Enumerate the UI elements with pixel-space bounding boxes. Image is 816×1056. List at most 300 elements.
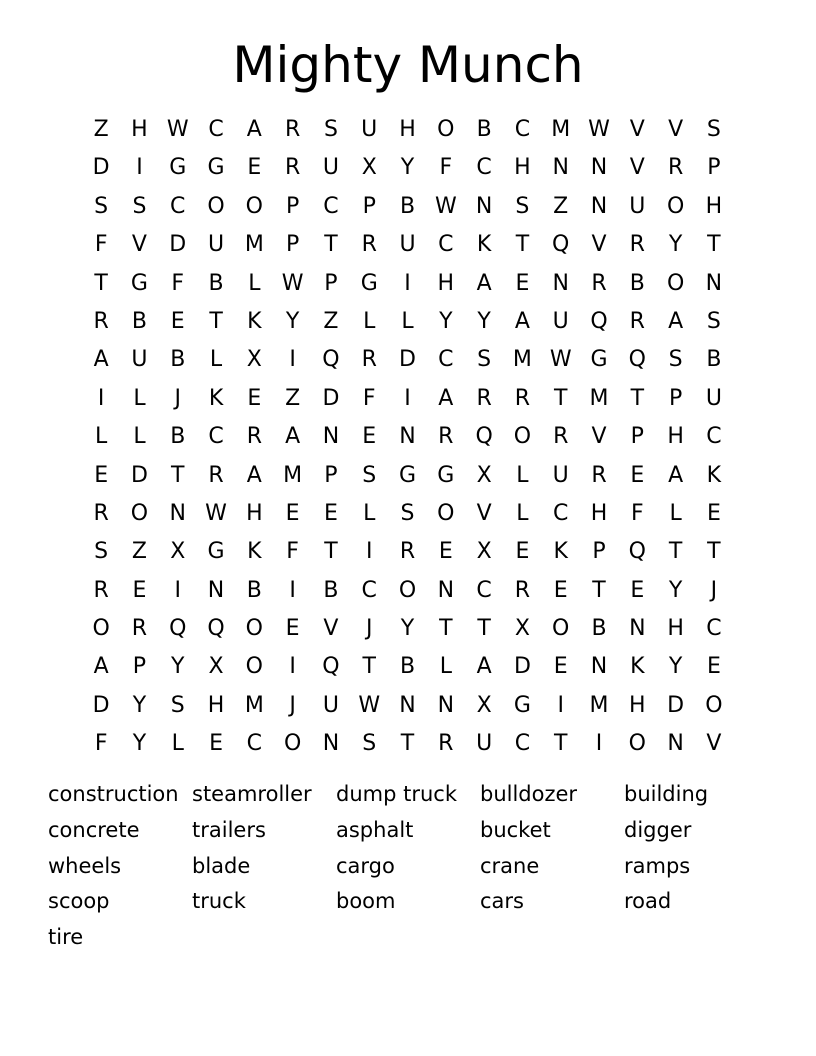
grid-letter: B (629, 270, 645, 296)
grid-letter: B (476, 117, 492, 142)
grid-letter: C (514, 731, 531, 757)
grid-letter: O (92, 616, 110, 642)
grid-letter: C (246, 731, 263, 757)
grid-letter: H (246, 500, 263, 526)
grid-letter: U (399, 232, 416, 258)
grid-letter: T (553, 731, 568, 757)
grid-letter: N (169, 500, 186, 526)
grid-letter: L (363, 500, 376, 526)
grid-letter: K (208, 385, 224, 411)
grid-letter: N (590, 193, 608, 219)
grid-letter: T (707, 232, 721, 258)
grid-letter: O (283, 731, 302, 757)
grid-letter: T (592, 577, 606, 603)
grid-letter: P (362, 193, 376, 219)
grid-letter: K (476, 232, 492, 258)
grid-letter: G (513, 692, 531, 718)
grid-letter: S (477, 347, 492, 373)
grid-letter: W (434, 193, 457, 219)
grid-letter: L (95, 424, 108, 450)
grid-letter: Y (400, 616, 415, 642)
grid-letter: D (513, 654, 531, 680)
grid-letter: R (246, 424, 262, 450)
grid-letter: R (667, 155, 684, 181)
grid-letter: P (630, 424, 644, 450)
grid-letter: F (171, 270, 185, 296)
letter-grid (82, 111, 733, 764)
grid-letter: C (476, 155, 492, 181)
grid-letter: E (247, 385, 262, 411)
grid-letter: P (285, 232, 300, 258)
grid-letter: G (437, 462, 455, 488)
grid-letter: N (705, 270, 723, 296)
grid-letter: V (591, 424, 607, 450)
word-list-item: trailers (192, 817, 266, 842)
grid-letter: I (136, 155, 143, 181)
grid-letter: O (245, 616, 263, 642)
grid-letter: R (514, 577, 531, 603)
word-list-item: tire (48, 925, 84, 950)
grid-letter: K (247, 308, 262, 334)
grid-letter: E (285, 616, 300, 642)
grid-letter: X (361, 155, 377, 181)
grid-letter: S (323, 117, 338, 142)
grid-letter: U (322, 692, 339, 718)
grid-letter: O (130, 500, 149, 526)
grid-letter: T (477, 616, 491, 642)
grid-letter: S (170, 692, 185, 718)
grid-letter: E (362, 424, 377, 450)
grid-letter: N (552, 270, 569, 296)
grid-letter: Y (171, 654, 185, 680)
word-list-item: cars (480, 889, 524, 914)
grid-letter: I (595, 731, 603, 757)
grid-letter: A (438, 385, 454, 411)
grid-letter: M (551, 117, 571, 142)
grid-letter: I (557, 692, 564, 718)
grid-letter: I (289, 577, 296, 603)
grid-letter: P (324, 270, 338, 296)
grid-letter: Y (132, 692, 147, 718)
grid-letter: Q (322, 347, 340, 373)
grid-letter: F (439, 155, 453, 181)
grid-letter: R (591, 462, 607, 488)
grid-letter: T (94, 270, 108, 296)
grid-letter: R (361, 232, 377, 258)
grid-letter: C (438, 347, 454, 373)
grid-letter: O (705, 692, 723, 718)
grid-letter: B (399, 654, 416, 680)
word-list-item: concrete (48, 817, 140, 842)
grid-letter: N (322, 424, 340, 450)
grid-letter: U (131, 347, 148, 373)
grid-letter: S (400, 500, 415, 526)
grid-letter: V (323, 616, 339, 642)
word-list-item: asphalt (336, 817, 414, 842)
grid-letter: X (170, 539, 186, 565)
grid-letter: B (246, 577, 262, 603)
grid-letter: W (588, 117, 610, 142)
grid-letter: Y (668, 654, 683, 680)
word-list-item: bulldozer (480, 782, 578, 806)
grid-letter: E (132, 577, 147, 603)
grid-letter: I (404, 385, 411, 411)
grid-letter: E (706, 500, 721, 526)
grid-letter: L (439, 654, 452, 680)
grid-letter: T (209, 308, 223, 334)
grid-letter: D (667, 692, 685, 718)
grid-letter: S (515, 193, 530, 219)
grid-letter: E (209, 731, 223, 757)
grid-letter: R (399, 539, 416, 565)
grid-letter: O (666, 270, 685, 296)
grid-letter: C (476, 577, 492, 603)
grid-letter: O (552, 616, 570, 642)
grid-letter: E (247, 155, 262, 181)
grid-letter: J (289, 692, 296, 718)
grid-letter: D (399, 347, 416, 373)
grid-letter: B (208, 270, 224, 296)
grid-letter: R (284, 117, 301, 142)
grid-letter: T (439, 616, 453, 642)
grid-letter: F (630, 500, 644, 526)
grid-letter: Y (668, 577, 683, 603)
grid-letter: O (245, 654, 263, 680)
grid-letter: O (398, 577, 417, 603)
grid-letter: T (553, 385, 568, 411)
grid-letter: E (94, 462, 109, 488)
grid-letter: N (552, 155, 569, 181)
grid-letter: L (363, 308, 376, 334)
grid-letter: W (281, 270, 304, 296)
grid-letter: Z (285, 385, 301, 411)
grid-letter: N (322, 731, 340, 757)
grid-letter: B (170, 347, 186, 373)
grid-letter: R (476, 385, 492, 411)
grid-letter: C (170, 193, 186, 219)
grid-letter: N (437, 577, 455, 603)
grid-letter: I (404, 270, 411, 296)
word-list-item: blade (192, 853, 251, 878)
grid-letter: E (630, 577, 645, 603)
grid-letter: C (553, 500, 569, 526)
grid-letter: C (208, 424, 224, 450)
grid-letter: A (93, 654, 109, 680)
grid-letter: G (207, 539, 225, 565)
grid-letter: B (131, 308, 147, 334)
grid-letter: I (174, 577, 181, 603)
grid-letter: I (365, 539, 373, 565)
grid-letter: P (707, 155, 721, 181)
grid-letter: H (667, 424, 684, 450)
grid-letter: Q (475, 424, 493, 450)
grid-letter: Z (323, 308, 339, 334)
grid-letter: R (361, 347, 377, 373)
grid-letter: H (590, 500, 608, 526)
grid-letter: P (285, 193, 300, 219)
grid-letter: A (476, 270, 492, 296)
grid-letter: C (514, 117, 531, 142)
grid-letter: N (399, 424, 416, 450)
word-list-item: dump truck (336, 782, 457, 806)
grid-letter: L (516, 462, 529, 488)
grid-letter: V (629, 117, 645, 142)
grid-letter: X (476, 539, 492, 565)
grid-letter: E (323, 500, 338, 526)
grid-letter: D (92, 155, 110, 181)
grid-letter: U (476, 731, 493, 757)
grid-letter: R (131, 616, 148, 642)
grid-letter: N (629, 616, 646, 642)
grid-letter: I (97, 385, 105, 411)
grid-letter: Q (590, 308, 608, 334)
grid-letter: S (94, 193, 109, 219)
grid-letter: M (283, 462, 303, 488)
grid-letter: W (205, 500, 227, 526)
grid-letter: C (706, 616, 722, 642)
grid-letter: H (514, 155, 531, 181)
grid-letter: S (706, 117, 721, 142)
grid-letter: C (323, 193, 339, 219)
word-list-item: cargo (336, 853, 395, 878)
grid-letter: X (476, 692, 492, 718)
word-list-item: truck (192, 889, 246, 914)
grid-letter: G (360, 270, 378, 296)
grid-letter: P (324, 462, 338, 488)
grid-letter: N (475, 193, 493, 219)
grid-letter: L (171, 731, 184, 757)
grid-letter: L (516, 500, 529, 526)
grid-letter: V (476, 500, 492, 526)
grid-letter: L (133, 385, 146, 411)
grid-letter: A (668, 308, 684, 334)
grid-letter: R (514, 385, 531, 411)
grid-letter: P (592, 539, 606, 565)
grid-letter: T (400, 731, 415, 757)
grid-letter: H (207, 692, 225, 718)
grid-letter: A (93, 347, 109, 373)
grid-letter: S (706, 308, 721, 334)
grid-letter: A (514, 308, 530, 334)
grid-letter: H (437, 270, 455, 296)
grid-letter: O (437, 117, 455, 142)
grid-letter: K (553, 539, 568, 565)
grid-letter: L (401, 308, 414, 334)
grid-letter: P (132, 654, 147, 680)
grid-letter: E (515, 270, 530, 296)
grid-letter: S (132, 193, 147, 219)
grid-letter: B (706, 347, 722, 373)
grid-letter: X (514, 616, 530, 642)
grid-letter: W (549, 347, 572, 373)
grid-letter: A (246, 117, 262, 142)
grid-letter: K (706, 462, 722, 488)
word-list-item: steamroller (192, 782, 312, 806)
grid-letter: Z (93, 117, 109, 142)
grid-letter: F (286, 539, 299, 565)
grid-letter: A (476, 654, 492, 680)
grid-letter: V (706, 731, 722, 757)
grid-letter: T (362, 654, 376, 680)
grid-letter: J (174, 385, 181, 411)
word-list-item: building (624, 782, 709, 806)
word-list-item: road (624, 889, 672, 914)
grid-letter: R (438, 424, 454, 450)
grid-letter: N (399, 692, 416, 718)
grid-letter: Z (131, 539, 147, 565)
grid-letter: D (92, 692, 110, 718)
grid-letter: S (94, 539, 109, 565)
grid-letter: H (705, 193, 723, 219)
grid-letter: W (166, 117, 189, 142)
grid-letter: T (515, 232, 530, 258)
grid-letter: C (706, 424, 722, 450)
grid-letter: R (553, 424, 569, 450)
grid-letter: N (590, 155, 608, 181)
grid-letter: E (170, 308, 185, 334)
grid-letter: F (94, 731, 108, 757)
grid-letter: J (710, 577, 718, 603)
grid-letter: M (512, 347, 532, 373)
grid-letter: H (667, 616, 684, 642)
grid-letter: W (358, 692, 381, 718)
grid-letter: F (94, 232, 108, 258)
grid-letter: B (170, 424, 186, 450)
grid-letter: Y (132, 731, 147, 757)
grid-letter: R (93, 577, 109, 603)
grid-letter: G (130, 270, 148, 296)
grid-letter: U (207, 232, 225, 258)
grid-letter: S (362, 731, 377, 757)
grid-letter: E (438, 539, 453, 565)
grid-letter: Y (668, 232, 683, 258)
grid-letter: E (706, 654, 721, 680)
grid-letter: X (208, 654, 224, 680)
grid-letter: P (668, 385, 683, 411)
grid-letter: O (437, 500, 455, 526)
grid-letter: E (285, 500, 300, 526)
word-list-item: ramps (624, 853, 691, 878)
word-list-item: bucket (480, 817, 551, 842)
grid-letter: Q (628, 539, 646, 565)
grid-letter: X (246, 347, 262, 373)
grid-letter: I (289, 654, 296, 680)
grid-letter: L (133, 424, 146, 450)
grid-letter: A (668, 462, 684, 488)
grid-letter: E (515, 539, 530, 565)
grid-letter: V (629, 155, 645, 181)
page-title: Mighty Munch (232, 36, 584, 94)
grid-letter: R (284, 155, 301, 181)
grid-letter: J (365, 616, 373, 642)
grid-letter: T (324, 232, 338, 258)
grid-letter: I (289, 347, 296, 373)
grid-letter: E (630, 462, 645, 488)
grid-letter: T (668, 539, 683, 565)
grid-letter: Q (207, 616, 225, 642)
word-list-item: boom (336, 889, 396, 914)
grid-letter: K (630, 654, 645, 680)
grid-letter: R (629, 232, 645, 258)
grid-letter: G (398, 462, 417, 488)
grid-letter: O (513, 424, 532, 450)
grid-letter: L (669, 500, 682, 526)
word-list-item: construction (48, 782, 179, 806)
grid-letter: A (246, 462, 262, 488)
grid-letter: L (209, 347, 223, 373)
grid-letter: H (131, 117, 148, 142)
grid-letter: L (248, 270, 261, 296)
grid-letter: O (245, 193, 263, 219)
grid-letter: U (552, 308, 569, 334)
word-list-item: scoop (48, 889, 110, 914)
grid-letter: U (629, 193, 646, 219)
grid-letter: B (323, 577, 339, 603)
grid-letter: R (629, 308, 645, 334)
grid-letter: D (169, 232, 187, 258)
grid-letter: M (244, 692, 264, 718)
grid-letter: T (707, 539, 721, 565)
grid-letter: Z (553, 193, 569, 219)
grid-letter: G (207, 155, 225, 181)
grid-letter: N (207, 577, 225, 603)
grid-letter: Q (322, 654, 340, 680)
grid-letter: R (93, 308, 109, 334)
word-list-item: crane (480, 853, 540, 878)
grid-letter: T (324, 539, 338, 565)
grid-letter: C (438, 232, 454, 258)
grid-letter: U (361, 117, 378, 142)
grid-letter: Y (477, 308, 491, 334)
grid-letter: X (476, 462, 492, 488)
grid-letter: O (666, 193, 685, 219)
grid-letter: N (590, 654, 608, 680)
grid-letter: Y (285, 308, 300, 334)
grid-letter: N (667, 731, 684, 757)
grid-letter: C (361, 577, 377, 603)
grid-letter: M (244, 232, 264, 258)
grid-letter: M (589, 385, 609, 411)
grid-letter: T (630, 385, 645, 411)
grid-letter: B (399, 193, 416, 219)
grid-letter: E (553, 654, 568, 680)
grid-letter: R (93, 500, 109, 526)
grid-letter: V (131, 232, 147, 258)
grid-letter: R (208, 462, 224, 488)
grid-letter: U (552, 462, 569, 488)
grid-letter: H (399, 117, 416, 142)
grid-letter: H (629, 692, 646, 718)
word-list-item: digger (624, 817, 692, 842)
grid-letter: C (208, 117, 224, 142)
grid-letter: Q (628, 347, 646, 373)
grid-letter: Q (169, 616, 187, 642)
grid-letter: V (668, 117, 684, 142)
grid-letter: O (628, 731, 646, 757)
grid-letter: A (285, 424, 301, 450)
grid-letter: D (130, 462, 148, 488)
grid-letter: D (322, 385, 340, 411)
word-list (48, 777, 768, 956)
grid-letter: G (590, 347, 608, 373)
grid-letter: Q (552, 232, 570, 258)
grid-letter: R (591, 270, 607, 296)
grid-letter: T (171, 462, 185, 488)
grid-letter: N (437, 692, 455, 718)
grid-letter: R (438, 731, 454, 757)
grid-letter: G (169, 155, 187, 181)
grid-letter: F (362, 385, 376, 411)
